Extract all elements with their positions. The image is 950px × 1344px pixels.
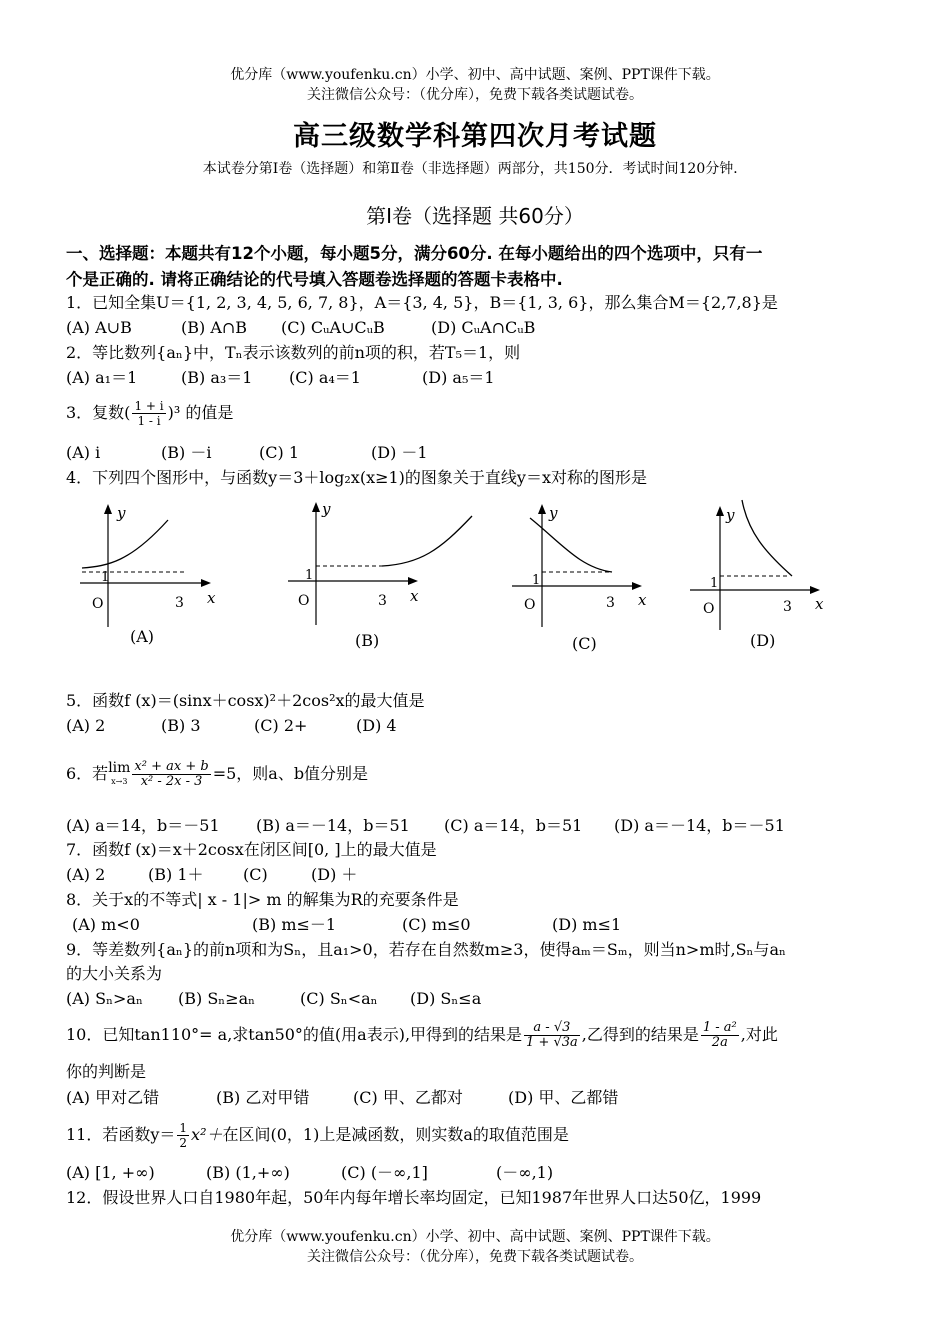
q4-stem: 4．下列四个图形中，与函数y＝3＋log₂x(x≥1)的图象关于直线y＝x对称的图形是 <box>66 468 647 487</box>
q10-f2-den: 2a <box>711 1035 728 1050</box>
q6-post: =5，则a、b值分别是 <box>212 764 369 783</box>
q11-fraction <box>177 1121 189 1150</box>
q2-stem: 2．等比数列{aₙ}中，Tₙ表示该数列的前n项的积，若T₅＝1，则 <box>66 343 521 362</box>
header-line-1: 优分库（www.youfenku.cn）小学、初中、高中试题、案例、PPT课件下载。 <box>230 67 720 83</box>
q6-fraction <box>132 760 210 789</box>
q4a-tick-1: 1 <box>101 570 110 585</box>
q5-options <box>66 715 397 737</box>
part-title: 第Ⅰ卷（选择题 共60分） <box>366 204 584 228</box>
q9-line-2: 的大小关系为 <box>66 964 163 983</box>
q10-stem <box>66 1015 778 1055</box>
q6-pre: 6．若 <box>66 764 109 783</box>
q5-option-a: (A) 2 <box>66 716 106 735</box>
q7-options <box>66 864 357 886</box>
q3-option-d: (D) －1 <box>371 443 428 462</box>
q4c-x-label: x <box>638 591 647 609</box>
q11-pre: 11．若函数y＝ <box>66 1125 176 1144</box>
q4-label-a: (A) <box>130 627 155 646</box>
q4b-y-label: y <box>322 500 331 518</box>
q11-option-d: (－∞,1) <box>496 1163 554 1182</box>
q4b-x-label: x <box>410 587 419 605</box>
q1-option-c: (C) CᵤA∪CᵤB <box>281 318 385 337</box>
q4-graph-a <box>80 504 216 627</box>
q4a-y-label: y <box>117 504 126 522</box>
q1-stem: 1．已知全集U＝{1, 2, 3, 4, 5, 6, 7, 8}，A＝{3, 4, 5}，B＝{1, 3, 6}，那么集合M＝{2,7,8}是 <box>66 293 778 312</box>
q1-option-d: (D) CᵤA∩CᵤB <box>431 318 536 337</box>
q11-options <box>66 1162 553 1184</box>
q6-stem <box>66 752 368 796</box>
q2-option-c: (C) a₄＝1 <box>289 368 361 387</box>
q8-option-b: (B) m≤－1 <box>252 915 337 934</box>
q6-option-b: (B) a＝－14，b＝51 <box>256 816 410 835</box>
section-instructions-2: 个是正确的. 请将正确结论的代号填入答题卷选择题的答题卡表格中. <box>66 270 563 289</box>
q3-fraction <box>132 399 165 428</box>
q9-option-d: (D) Sₙ≤a <box>410 989 482 1008</box>
q4d-tick-1: 1 <box>710 576 719 591</box>
q11-option-a: (A) [1, +∞) <box>66 1163 155 1182</box>
q11-option-c: (C) (－∞,1] <box>341 1163 428 1182</box>
q11-post: 在区间(0，1)上是减函数，则实数a的取值范围是 <box>222 1125 569 1144</box>
q4d-x-label: x <box>815 595 824 613</box>
q4-label-b: (B) <box>355 631 380 650</box>
q10-f1-den: 1 + √3a <box>526 1035 578 1050</box>
header-line-2: 关注微信公众号：（优分库），免费下载各类试题试卷。 <box>307 87 643 103</box>
q10-post: ,对此 <box>740 1025 778 1044</box>
q8-option-a: (A) m<0 <box>72 915 140 934</box>
q6-option-a: (A) a＝14，b＝－51 <box>66 816 220 835</box>
q10-mid: ,乙得到的结果是 <box>581 1025 699 1044</box>
q3-stem <box>66 396 233 430</box>
q4d-origin: O <box>703 601 715 617</box>
q6-lim <box>108 761 130 789</box>
q10-fraction-2 <box>701 1021 739 1050</box>
q8-stem: 8．关于x的不等式| x - 1|> m 的解集为R的充要条件是 <box>66 890 459 909</box>
q2-option-b: (B) a₃＝1 <box>181 368 253 387</box>
q4c-origin: O <box>524 597 536 613</box>
q7-option-b: (B) 1＋ <box>148 865 204 884</box>
q11-option-b: (B) (1,+∞) <box>206 1163 290 1182</box>
q4-graph-c <box>512 504 647 627</box>
q10-f2-num: 1 - a² <box>702 1020 737 1035</box>
q7-stem: 7．函数f (x)＝x＋2cosx在闭区间[0, ]上的最大值是 <box>66 840 437 859</box>
q9-line-1: 9．等差数列{aₙ}的前n项和为Sₙ，且a₁>0，若存在自然数m≥3，使得aₘ＝Sₘ，则当n>m时,Sₙ与aₙ <box>66 940 786 959</box>
q2-options <box>66 367 495 389</box>
q10-f1-num: a - √3 <box>524 1021 580 1036</box>
q4d-y-label: y <box>726 506 735 524</box>
q5-option-b: (B) 3 <box>161 716 201 735</box>
q4a-origin: O <box>92 596 104 612</box>
exam-intro: 本试卷分第Ⅰ卷（选择题）和第Ⅱ卷（非选择题）两部分，共150分．考试时间120分钟． <box>202 161 748 177</box>
q3-option-a: (A) i <box>66 443 101 462</box>
q12-stem: 12．假设世界人口自1980年起，50年内每年增长率均固定，已知1987年世界人口达50亿，1999 <box>66 1188 762 1207</box>
footer-line-2: 关注微信公众号：（优分库），免费下载各类试题试卷。 <box>307 1249 643 1265</box>
q11-mid: x²＋ <box>191 1125 223 1144</box>
q3-denominator: 1 - i <box>137 414 161 428</box>
q4a-x-label: x <box>207 589 216 607</box>
q10-line-2: 你的判断是 <box>66 1062 147 1081</box>
q2-option-a: (A) a₁＝1 <box>66 368 138 387</box>
q9-options <box>66 988 481 1010</box>
q10-option-c: (C) 甲、乙都对 <box>353 1088 463 1107</box>
q9-option-a: (A) Sₙ>aₙ <box>66 989 143 1008</box>
q10-option-a: (A) 甲对乙错 <box>66 1088 160 1107</box>
q4-label-c: (C) <box>572 634 597 653</box>
q3-post: )³ 的值是 <box>167 403 234 422</box>
q7-option-a: (A) 2 <box>66 865 106 884</box>
q4d-tick-3: 3 <box>783 599 792 615</box>
q7-option-c: (C) <box>243 865 268 884</box>
q4a-tick-3: 3 <box>175 595 184 611</box>
q6-lim-sub: x→3 <box>111 776 128 786</box>
q4b-tick-3: 3 <box>378 593 387 609</box>
q11-stem <box>66 1117 569 1153</box>
q11-den: 2 <box>179 1136 188 1150</box>
q6-lim-word: lim <box>108 759 131 776</box>
q4-graphs <box>0 490 950 680</box>
q4b-origin: O <box>298 593 310 609</box>
section-instructions-1: 一、选择题：本题共有12个小题，每小题5分，满分60分. 在每小题给出的四个选项中，只有一 <box>66 244 763 263</box>
q6-option-d: (D) a＝－14，b＝－51 <box>614 816 785 835</box>
q4b-tick-1: 1 <box>305 568 314 583</box>
q3-pre: 3．复数( <box>66 403 131 422</box>
q4-label-d: (D) <box>750 631 776 650</box>
q10-option-b: (B) 乙对甲错 <box>216 1088 310 1107</box>
q4c-tick-1: 1 <box>532 573 541 588</box>
q5-option-d: (D) 4 <box>356 716 397 735</box>
q5-stem: 5．函数f (x)＝(sinx＋cosx)²＋2cos²x的最大值是 <box>66 691 425 710</box>
q4-graph-b <box>288 500 472 625</box>
q9-option-b: (B) Sₙ≥aₙ <box>178 989 256 1008</box>
q8-options <box>72 914 621 936</box>
q4-graph-d <box>690 500 824 630</box>
q11-num: 1 <box>179 1121 188 1135</box>
q4c-tick-3: 3 <box>606 595 615 611</box>
q6-option-c: (C) a＝14，b＝51 <box>444 816 583 835</box>
q8-option-d: (D) m≤1 <box>552 915 622 934</box>
q1-option-b: (B) A∩B <box>181 318 248 337</box>
footer-line-1: 优分库（www.youfenku.cn）小学、初中、高中试题、案例、PPT课件下载。 <box>230 1229 720 1245</box>
q5-option-c: (C) 2+ <box>254 716 308 735</box>
q1-option-a: (A) A∪B <box>66 318 132 337</box>
q6-denominator: x² - 2x - 3 <box>140 774 203 789</box>
q10-option-d: (D) 甲、乙都错 <box>508 1088 619 1107</box>
q6-numerator: x² + ax + b <box>134 759 209 774</box>
q10-fraction-1 <box>524 1021 580 1050</box>
q10-pre: 10．已知tan110°= a,求tan50°的值(用a表示),甲得到的结果是 <box>66 1025 523 1044</box>
q2-option-d: (D) a₅＝1 <box>422 368 495 387</box>
page-title: 高三级数学科第四次月考试题 <box>293 121 657 152</box>
q3-options <box>66 442 428 464</box>
q3-option-b: (B) －i <box>161 443 212 462</box>
q8-option-c: (C) m≤0 <box>402 915 471 934</box>
q10-options <box>66 1087 618 1109</box>
q3-numerator: 1 + i <box>134 399 164 413</box>
q3-option-c: (C) 1 <box>259 443 299 462</box>
q7-option-d: (D) ＋ <box>311 865 358 884</box>
q4c-y-label: y <box>549 504 558 522</box>
q6-options <box>66 815 785 837</box>
q1-options <box>66 317 535 339</box>
q9-option-c: (C) Sₙ<aₙ <box>300 989 378 1008</box>
